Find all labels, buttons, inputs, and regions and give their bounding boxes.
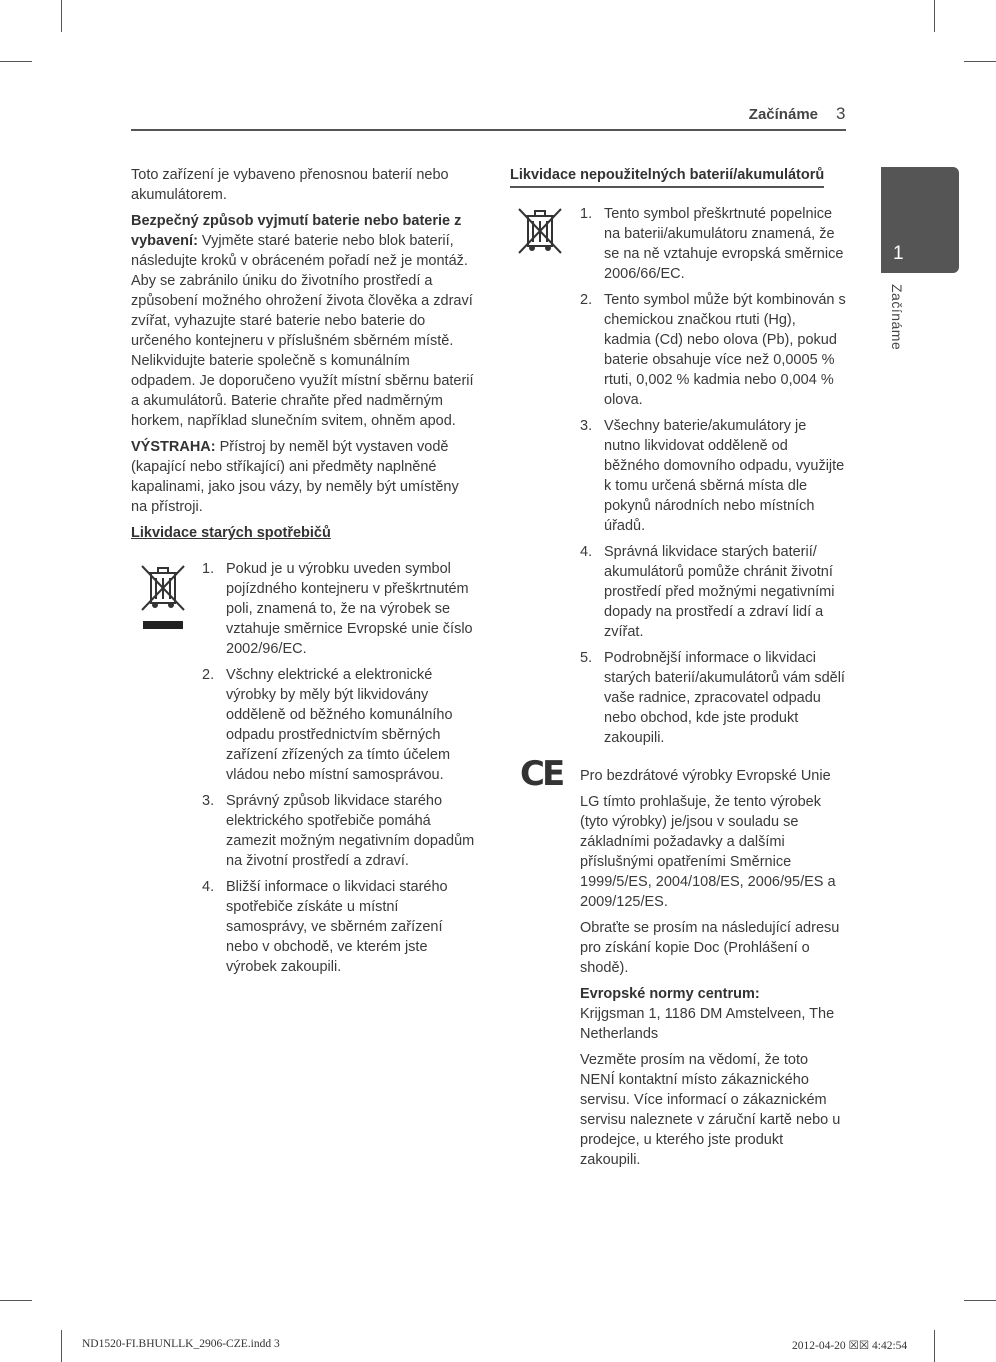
crop-mark [0,61,32,62]
crossed-bin-icon [139,563,187,633]
warning-paragraph [131,437,476,517]
crop-mark [934,1330,935,1362]
battery-disposal-heading: Likvidace nepoužitelných baterií/akumulátorů [510,165,824,188]
list-item: 3. Všechny baterie/akumulátory je nutno likvidovat odděleně od běžného domovního odpadu, využijte k tomu určená sběrná místa dle pokynů národních nebo místních úřadů. [580,418,845,534]
section-title: Začínáme [748,106,818,123]
battery-bold: Bezpečný způsob vyjmutí baterie nebo baterie z vybavení: [131,213,462,249]
list-item: 4. Bližší informace o likvidaci starého spotřebiče získáte u místní samosprávy, ve sběrném zařízení nebo v obchodě, ve kterém jste výrobek zakoupili. [202,879,448,975]
disposal-heading: Likvidace starých spotřebičů [131,525,331,541]
right-column [510,165,846,1176]
crop-mark [61,1330,62,1362]
battery-disposal-list [580,204,846,748]
ce-declaration: LG tímto prohlašuje, že tento výrobek (tyto výrobky) je/jsou v souladu se základními požadavky a dalšími příslušnými opatřeními Směrnice 1999/5/ES, 2004/108/ES, 2006/95/ES a 2009/125/ES. [580,794,836,910]
battery-paragraph [131,211,476,431]
page-number: 3 [836,104,846,123]
footer-file: ND1520-FI.BHUNLLK_2906-CZE.indd 3 [82,1338,280,1350]
footer-date: 2012-04-20 ☒☒ 4:42:54 [792,1340,908,1352]
list-item: 3. Správný způsob likvidace starého elektrického spotřebiče pomáhá zamezit možným negativním dopadům na životní prostředí a zdraví. [202,793,475,869]
left-column [131,165,476,983]
list-item: 2. Všchny elektrické a elektronické výrobky by měly být likvidovány odděleně od běžného komunálního odpadu prostřednictvím sběrných zařízení zřízených za tímto účelem vládou nebo místní samosprávou. [202,667,453,783]
centre-paragraph [580,984,846,1044]
centre-bold: Evropské normy centrum: [580,986,760,1002]
chapter-tab [881,167,959,273]
service-note: Vezměte prosím na vědomí, že toto NENÍ kontaktní místo zákaznického servisu. Více informací o zákaznickém servisu naleznete v záruční kartě nebo u prodejce, u kterého jste produkt zakoupili. [580,1052,841,1168]
ce-address-note: Obraťte se prosím na následující adresu pro získání kopie Doc (Prohlášení o shodě). [580,920,840,976]
chapter-number: 1 [893,243,904,264]
warning-bold: VÝSTRAHA: [131,439,216,455]
header-rule [131,129,846,131]
list-item: 1. Tento symbol přeškrtnuté popelnice na baterii/akumulátoru znamená, že se na ně vztahuje evropská směrnice 2006/66/EC. [580,206,844,282]
disposal-list [202,559,476,977]
warning-text: Přístroj by neměl být vystaven vodě (kapající nebo stříkající) ani předměty naplněné kapalinami, jako jsou vázy, by neměly být umístěny na přístroji. [131,439,459,515]
list-item: 5. Podrobnější informace o likvidaci starých baterií/akumulátorů vám sdělí vaše radnice, zpracovatel odpadu nebo obchod, kde jste produkt zakoupili. [580,650,845,746]
crop-mark [61,0,62,32]
battery-text: Vyjměte staré baterie nebo blok baterií, následujte kroků v obráceném pořadí než je montáž. Aby se zabránilo úniku do životního prostředí a způsobení možného ohrožení života člověka a zdraví zvířat, vyhazujte staré baterie nebo baterie do určeného kontejneru v příslušném sběrném místě. Nelikvidujte baterie společně s komunálním odpadem. Je doporučeno využít místní sběrnu baterií a akumulátorů. Baterie chraňte před nadměrným horkem, například slunečním svitem, ohněm apod. [131,233,474,429]
intro-paragraph: Toto zařízení je vybaveno přenosnou baterií nebo akumulátorem. [131,167,449,203]
crop-mark [964,61,996,62]
list-item: 2. Tento symbol může být kombinován s chemickou značkou rtuti (Hg), kadmia (Cd) nebo olova (Pb), pokud baterie obsahuje více než 0,0005 % rtuti, 0,002 % kadmia nebo 0,004 % olova. [580,292,846,408]
crop-mark [934,0,935,32]
ce-title: Pro bezdrátové výrobky Evropské Unie [580,768,831,784]
ce-mark-icon: CE [520,754,563,794]
list-item: 1. Pokud je u výrobku uveden symbol pojízdného kontejneru v přeškrtnutém poli, znamená to, že na výrobek se vztahuje směrnice Evropské unie číslo 2002/96/EC. [202,561,473,657]
centre-address: Krijgsman 1, 1186 DM Amstelveen, The Netherlands [580,1006,835,1042]
crossed-bin-icon [516,206,564,258]
list-item: 4. Správná likvidace starých baterií/ akumulátorů pomůže chránit životní prostředí před možnými negativními dopady na prostředí a zdraví lidí a zvířat. [580,544,835,640]
chapter-label: Začínáme [889,284,905,351]
crop-mark [0,1300,32,1301]
crop-mark [964,1300,996,1301]
